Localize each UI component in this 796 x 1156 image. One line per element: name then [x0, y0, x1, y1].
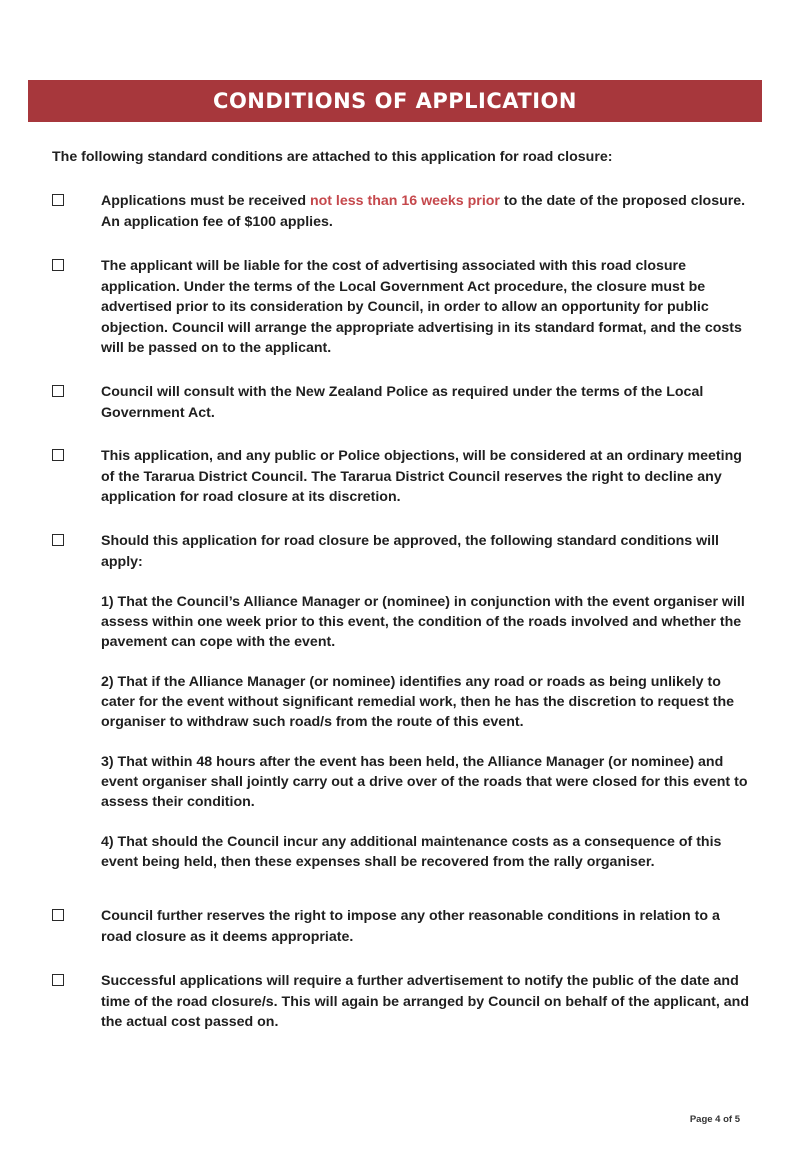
- condition-text: [101, 191, 749, 232]
- condition-text: Council further reserves the right to impose any other reasonable conditions in relation to a road closure as it deems appropriate.: [101, 908, 720, 945]
- checkbox[interactable]: [52, 194, 64, 206]
- checkbox[interactable]: [52, 534, 64, 546]
- condition-item-6: [40, 906, 752, 947]
- sub-condition-3: 3) That within 48 hours after the event has been held, the Alliance Manager (or nominee) and event organiser shall jointly carry out a drive over of the roads that were closed for this event to assess their condition.: [101, 754, 748, 810]
- condition-text: Should this application for road closure be approved, the following standard conditions will apply:: [101, 533, 719, 570]
- header-banner: [28, 80, 762, 122]
- condition-text: Successful applications will require a further advertisement to notify the public of the date and time of the road closure/s. This will again be arranged by Council on behalf of the applicant, and the actual cost passed on.: [101, 973, 749, 1030]
- page-title: CONDITIONS OF APPLICATION: [213, 89, 577, 113]
- condition-item-2: [40, 256, 752, 359]
- sub-condition-1: 1) That the Council’s Alliance Manager or (nominee) in conjunction with the event organiser will assess within one week prior to this event, the condition of the roads involved and whether the pavement can cope with the event.: [101, 594, 745, 650]
- condition-item-1: [40, 191, 752, 232]
- sub-condition-4: 4) That should the Council incur any additional maintenance costs as a consequence of this event being held, then these expenses shall be recovered from the rally organiser.: [101, 834, 722, 870]
- condition-item-3: [40, 382, 752, 423]
- checkbox[interactable]: [52, 259, 64, 271]
- checkbox[interactable]: [52, 385, 64, 397]
- condition-text-part: to the date of the proposed closure. An application fee of $100 applies.: [101, 193, 746, 230]
- deadline-highlight: not less than 16 weeks prior: [309, 193, 500, 209]
- checkbox[interactable]: [52, 449, 64, 461]
- condition-text: This application, and any public or Police objections, will be considered at an ordinary meeting of the Tararua District Council. The Tararua District Council reserves the right to decline any application for road closure at its discretion.: [101, 448, 742, 505]
- condition-text-part: Applications must be received: [101, 193, 310, 209]
- page-number: Page 4 of 5: [689, 1114, 740, 1125]
- checkbox[interactable]: [52, 909, 64, 921]
- intro-text: The following standard conditions are attached to this application for road closure:: [52, 149, 613, 165]
- condition-text: Council will consult with the New Zealand Police as required under the terms of the Local Government Act.: [101, 384, 704, 421]
- checkbox[interactable]: [52, 974, 64, 986]
- condition-item-4: [40, 446, 752, 508]
- condition-item-7: [40, 971, 752, 1033]
- condition-text: The applicant will be liable for the cost of advertising associated with this road closure application. Under the terms of the Local Government Act procedure, the closure must be advertised prior to its consideration by Council, in order to allow an opportunity for public objection. Council will arrange the appropriate advertising in its standard format, and the costs will be passed on to the applicant.: [101, 258, 742, 356]
- sub-condition-2: 2) That if the Alliance Manager (or nominee) identifies any road or roads as being unlikely to cater for the event without significant remedial work, then he has the discretion to request the organiser to withdraw such road/s from the route of this event.: [101, 674, 735, 730]
- condition-item-5: [40, 531, 752, 872]
